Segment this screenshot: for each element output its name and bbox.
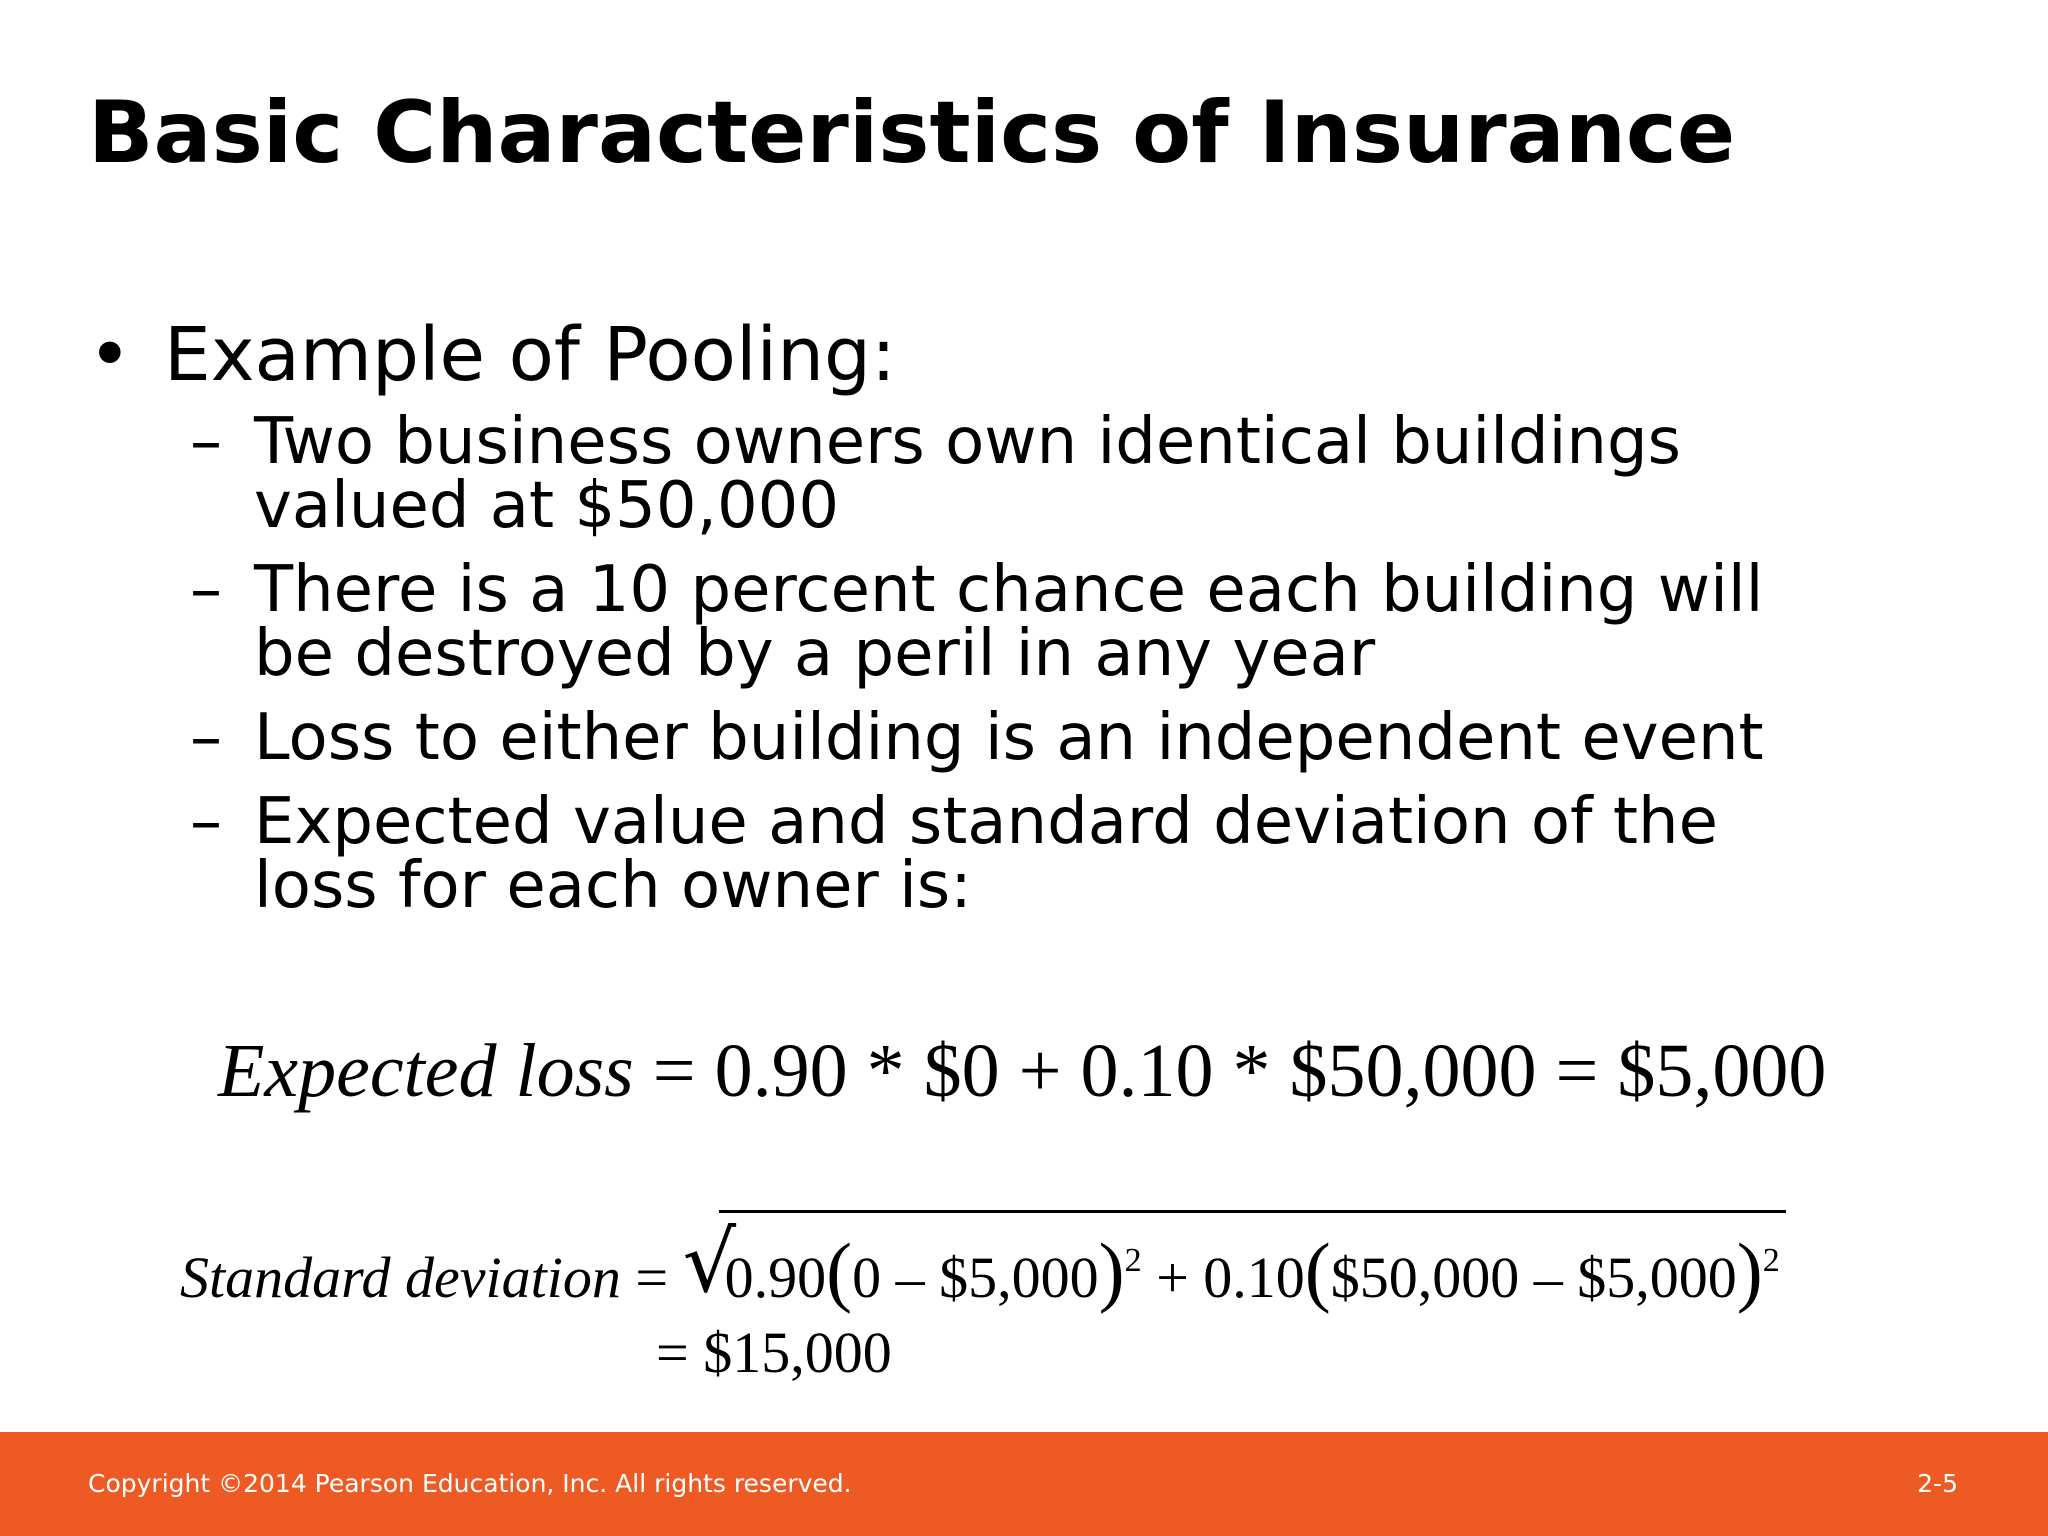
sub-bullet-item xyxy=(190,785,2008,923)
sub-bullet-marker: – xyxy=(190,701,222,775)
sub-bullet-line: Two business owners own identical buildings xyxy=(254,405,1681,479)
open-paren-icon: ( xyxy=(1304,1227,1331,1314)
footer-bar xyxy=(0,1432,2048,1536)
bullet-list xyxy=(88,300,2008,938)
term1-coefficient: 0.90 xyxy=(724,1245,827,1310)
term2-inner: $50,000 – $5,000 xyxy=(1330,1245,1737,1310)
plus-sign: + xyxy=(1141,1245,1204,1310)
sub-bullet-line: Loss to either building is an independent event xyxy=(254,701,1764,775)
sub-bullet-marker: – xyxy=(190,785,222,859)
close-paren-icon: ) xyxy=(1098,1227,1125,1314)
radical-sign-icon: √ xyxy=(682,1213,737,1311)
bullet-marker: • xyxy=(88,312,132,398)
expected-loss-formula xyxy=(218,1026,1826,1116)
expected-loss-expression: = 0.90 * $0 + 0.10 * $50,000 = $5,000 xyxy=(633,1029,1827,1113)
sub-bullet-line: loss for each owner is: xyxy=(254,849,972,923)
term1-exponent: 2 xyxy=(1124,1242,1142,1279)
term1-inner: 0 – $5,000 xyxy=(852,1245,1099,1310)
bullet-item xyxy=(88,300,2008,410)
bullet-text: Example of Pooling: xyxy=(164,312,896,398)
sub-bullet-item xyxy=(190,553,2008,691)
sub-bullet-line: valued at $50,000 xyxy=(254,469,840,543)
sub-bullet-marker: – xyxy=(190,405,222,479)
sub-bullet-item xyxy=(190,701,2008,775)
expected-loss-label: Expected loss xyxy=(218,1029,634,1113)
sub-bullet-line: Expected value and standard deviation of the xyxy=(254,785,1718,859)
term2-coefficient: 0.10 xyxy=(1203,1245,1305,1310)
slide-title: Basic Characteristics of Insurance xyxy=(88,83,1736,183)
sub-bullet-line: There is a 10 percent chance each building will xyxy=(254,553,1764,627)
standard-deviation-label: Standard deviation xyxy=(180,1245,621,1310)
close-paren-icon: ) xyxy=(1736,1227,1763,1314)
footer-copyright: Copyright ©2014 Pearson Education, Inc. All rights reserved. xyxy=(88,1469,852,1498)
page-number: 2-5 xyxy=(1917,1469,1958,1498)
sub-bullet-list xyxy=(190,405,2008,923)
open-paren-icon: ( xyxy=(826,1227,853,1314)
standard-deviation-equals: = xyxy=(620,1245,683,1310)
square-root xyxy=(683,1210,1786,1326)
standard-deviation-result: = $15,000 xyxy=(656,1320,892,1385)
standard-deviation-formula xyxy=(180,1210,1786,1326)
term2-exponent: 2 xyxy=(1762,1242,1780,1279)
sub-bullet-line: be destroyed by a peril in any year xyxy=(254,617,1376,691)
sub-bullet-item xyxy=(190,405,2008,543)
sub-bullet-marker: – xyxy=(190,553,222,627)
radicand xyxy=(719,1210,1786,1326)
